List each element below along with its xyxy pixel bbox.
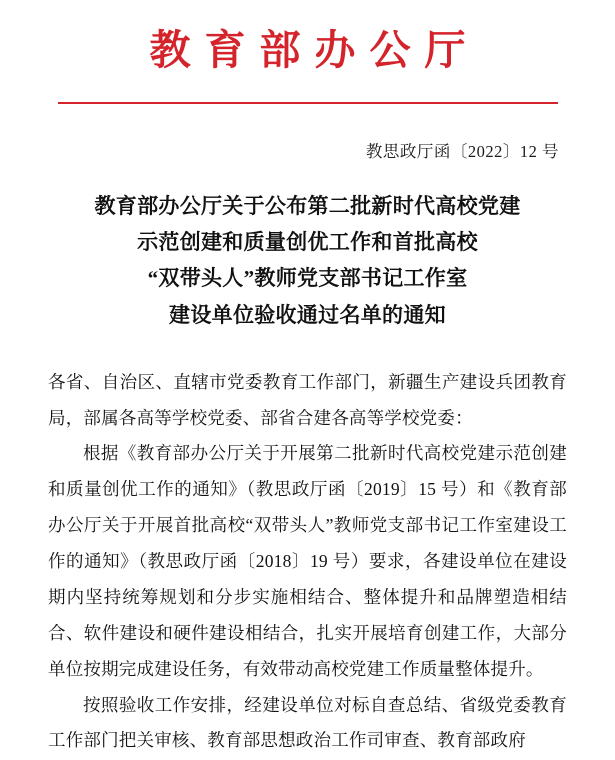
body-paragraph-1: 根据《教育部办公厅关于开展第二批新时代高校党建示范创建和质量创优工作的通知》（教思政厅函〔2019〕15 号）和《教育部办公厅关于开展首批高校“双带头人”教师党支部书记工作室建设工作的通知》（教思政厅函〔2018〕19 号）要求，各建设单位在建设期内坚持统筹规划和分步实施相结合、整体提升和品牌塑造相结合、软件建设和硬件建设相结合，扎实开展培育创建工作，大部分单位按期完成建设任务，有效带动高校党建工作质量整体提升。 xyxy=(48,443,567,679)
body-paragraph-2: 按照验收工作安排，经建设单位对标自查总结、省级党委教育工作部门把关审核、教育部思想政治工作司审查、教育部政府 xyxy=(48,694,567,751)
document-body xyxy=(48,365,567,760)
issuing-authority-title: 教育部办公厅 xyxy=(149,26,480,74)
document-title-line-2: 示范创建和质量创优工作和首批高校 xyxy=(137,230,478,255)
document-masthead xyxy=(0,0,615,104)
document-title-line-1: 教育部办公厅关于公布第二批新时代高校党建 xyxy=(94,194,521,219)
document-title-line-4: 建设单位验收通过名单的通知 xyxy=(169,302,446,327)
document-title-line-3: “双带头人”教师党支部书记工作室 xyxy=(147,266,468,291)
document-title xyxy=(52,188,563,332)
addressee-paragraph: 各省、自治区、直辖市党委教育工作部门，新疆生产建设兵团教育局，部属各高等学校党委、部省合建各高等学校党委： xyxy=(48,371,567,428)
document-number: 教思政厅函〔2022〕12 号 xyxy=(365,142,559,162)
